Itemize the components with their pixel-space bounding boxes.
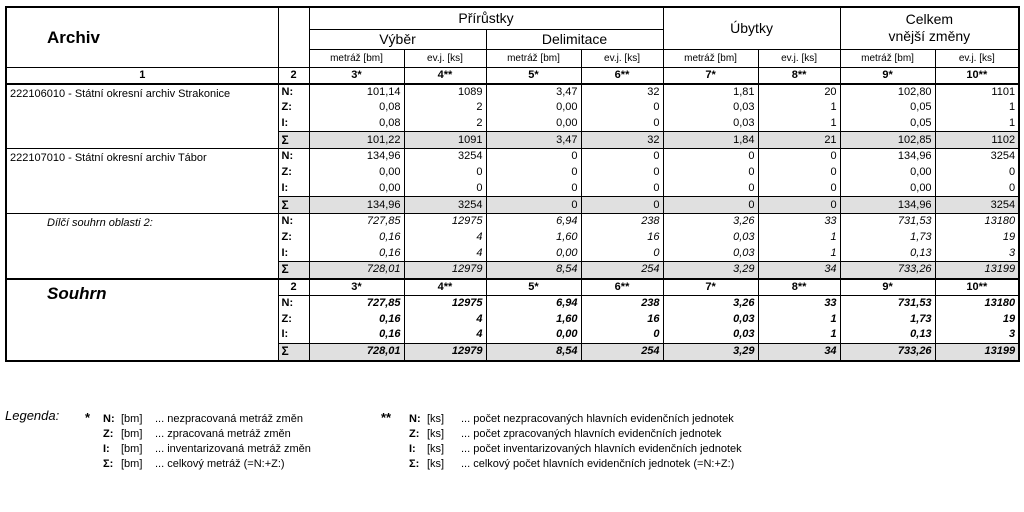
value-cell: 0,16 — [309, 230, 404, 246]
row-label-i: I: — [278, 246, 309, 262]
value-cell: 0,13 — [840, 327, 935, 343]
row-label-z: Z: — [278, 165, 309, 181]
value-cell: 2 — [404, 100, 486, 116]
value-cell: 134,96 — [840, 197, 935, 214]
value-cell: 0 — [581, 327, 663, 343]
souhrn-title: Souhrn — [6, 279, 278, 362]
legend-unit: [ks] — [427, 443, 445, 455]
row-label-n: N: — [278, 84, 309, 100]
value-cell: 0,08 — [309, 100, 404, 116]
legend-key: I: — [409, 443, 416, 455]
value-cell: 731,53 — [840, 295, 935, 311]
column-number: 1 — [6, 67, 278, 84]
column-number: 2 — [278, 67, 309, 84]
value-cell: 20 — [758, 84, 840, 100]
value-cell: 0,16 — [309, 311, 404, 327]
archiv-header: Archiv — [6, 7, 278, 67]
column-number: 3* — [309, 279, 404, 296]
value-cell: 102,85 — [840, 132, 935, 149]
legend-key: I: — [103, 443, 110, 455]
value-cell: 0 — [581, 116, 663, 132]
value-cell: 728,01 — [309, 262, 404, 279]
value-cell: 0 — [404, 165, 486, 181]
row-label-i: I: — [278, 181, 309, 197]
legend-unit: [ks] — [427, 458, 445, 470]
row-label-i: I: — [278, 327, 309, 343]
column-number: 9* — [840, 279, 935, 296]
legend-key: N: — [409, 413, 421, 425]
value-cell: 134,96 — [309, 149, 404, 165]
value-cell: 4 — [404, 327, 486, 343]
value-cell: 1101 — [935, 84, 1019, 100]
value-cell: 1091 — [404, 132, 486, 149]
value-cell: 254 — [581, 262, 663, 279]
unit-header: metráž [bm] — [663, 49, 758, 67]
value-cell: 0,00 — [486, 246, 581, 262]
value-cell: 101,14 — [309, 84, 404, 100]
value-cell: 0,03 — [663, 327, 758, 343]
value-cell: 1,60 — [486, 311, 581, 327]
value-cell: 0 — [486, 149, 581, 165]
unit-header: ev.j. [ks] — [758, 49, 840, 67]
value-cell: 0 — [663, 197, 758, 214]
value-cell: 0,08 — [309, 116, 404, 132]
ubytky-header: Úbytky — [663, 7, 840, 49]
value-cell: 0,00 — [309, 181, 404, 197]
value-cell: 12979 — [404, 343, 486, 361]
value-cell: 238 — [581, 295, 663, 311]
row-label-z: Z: — [278, 311, 309, 327]
value-cell: 0,13 — [840, 246, 935, 262]
value-cell: 32 — [581, 84, 663, 100]
row-label-s: Σ — [278, 343, 309, 361]
value-cell: 0 — [663, 165, 758, 181]
value-cell: 13180 — [935, 214, 1019, 230]
value-cell: 1,81 — [663, 84, 758, 100]
value-cell: 134,96 — [309, 197, 404, 214]
value-cell: 1089 — [404, 84, 486, 100]
value-cell: 34 — [758, 343, 840, 361]
value-cell: 0,03 — [663, 246, 758, 262]
value-cell: 731,53 — [840, 214, 935, 230]
value-cell: 0 — [758, 197, 840, 214]
value-cell: 12975 — [404, 214, 486, 230]
delimitace-header: Delimitace — [486, 29, 663, 49]
value-cell: 0 — [935, 181, 1019, 197]
value-cell: 0,16 — [309, 327, 404, 343]
value-cell: 0 — [581, 181, 663, 197]
column-number: 3* — [309, 67, 404, 84]
value-cell: 728,01 — [309, 343, 404, 361]
value-cell: 34 — [758, 262, 840, 279]
table-row — [6, 84, 1019, 100]
value-cell: 16 — [581, 230, 663, 246]
value-cell: 21 — [758, 132, 840, 149]
value-cell: 1 — [758, 100, 840, 116]
column-number: 6** — [581, 67, 663, 84]
value-cell: 1 — [758, 327, 840, 343]
value-cell: 3,29 — [663, 262, 758, 279]
row-label-n: N: — [278, 295, 309, 311]
value-cell: 3 — [935, 327, 1019, 343]
value-cell: 3,29 — [663, 343, 758, 361]
unit-header: ev.j. [ks] — [581, 49, 663, 67]
row-label-z: Z: — [278, 100, 309, 116]
value-cell: 33 — [758, 295, 840, 311]
value-cell: 0,00 — [486, 116, 581, 132]
value-cell: 1,60 — [486, 230, 581, 246]
legend-desc: ... počet inventarizovaných hlavních evidenčních jednotek — [461, 443, 742, 455]
value-cell: 0,03 — [663, 311, 758, 327]
value-cell: 13180 — [935, 295, 1019, 311]
value-cell: 1 — [935, 100, 1019, 116]
value-cell: 0,16 — [309, 246, 404, 262]
legend-unit: [bm] — [121, 458, 143, 470]
column-number: 5* — [486, 279, 581, 296]
column-number: 10** — [935, 67, 1019, 84]
value-cell: 3254 — [935, 149, 1019, 165]
value-cell: 1102 — [935, 132, 1019, 149]
value-cell: 0 — [486, 165, 581, 181]
unit-header: ev.j. [ks] — [404, 49, 486, 67]
value-cell: 0 — [758, 149, 840, 165]
value-cell: 1 — [935, 116, 1019, 132]
legend-star-double: ** — [381, 410, 392, 425]
value-cell: 19 — [935, 230, 1019, 246]
value-cell: 4 — [404, 311, 486, 327]
value-cell: 0 — [935, 165, 1019, 181]
value-cell: 733,26 — [840, 262, 935, 279]
legend — [5, 408, 1015, 478]
value-cell: 0,00 — [486, 100, 581, 116]
row-label-s: Σ — [278, 132, 309, 149]
column-number: 8** — [758, 279, 840, 296]
value-cell: 727,85 — [309, 214, 404, 230]
value-cell: 0 — [663, 181, 758, 197]
table-row — [6, 67, 1019, 84]
legend-key: N: — [103, 413, 115, 425]
value-cell: 0,03 — [663, 100, 758, 116]
column-number: 5* — [486, 67, 581, 84]
value-cell: 0,03 — [663, 230, 758, 246]
value-cell: 238 — [581, 214, 663, 230]
table-row — [6, 7, 1019, 29]
value-cell: 0 — [581, 197, 663, 214]
table-row — [6, 279, 1019, 296]
value-cell: 0 — [581, 100, 663, 116]
legend-unit: [ks] — [427, 428, 445, 440]
value-cell: 254 — [581, 343, 663, 361]
row-label-s: Σ — [278, 262, 309, 279]
column-number: 6** — [581, 279, 663, 296]
value-cell: 1 — [758, 311, 840, 327]
legend-desc: ... celkový počet hlavních evidenčních jednotek (=N:+Z:) — [461, 458, 735, 470]
value-cell: 3 — [935, 246, 1019, 262]
value-cell: 0 — [581, 246, 663, 262]
value-cell: 0,00 — [840, 181, 935, 197]
column-number: 7* — [663, 279, 758, 296]
value-cell: 0 — [486, 181, 581, 197]
celkem-header — [840, 7, 1019, 49]
value-cell: 6,94 — [486, 214, 581, 230]
archive-name: 222107010 - Státní okresní archiv Tábor — [6, 149, 278, 214]
legend-desc: ... inventarizovaná metráž změn — [155, 443, 311, 455]
value-cell: 2 — [404, 116, 486, 132]
value-cell: 0 — [758, 181, 840, 197]
column-number: 2 — [278, 279, 309, 296]
value-cell: 0,00 — [486, 327, 581, 343]
legend-unit: [ks] — [427, 413, 445, 425]
value-cell: 102,80 — [840, 84, 935, 100]
celkem-line1: Celkem — [905, 11, 954, 28]
legend-unit: [bm] — [121, 413, 143, 425]
value-cell: 33 — [758, 214, 840, 230]
value-cell: 1,73 — [840, 311, 935, 327]
legend-star-single: * — [85, 410, 91, 425]
value-cell: 3254 — [935, 197, 1019, 214]
unit-header: ev.j. [ks] — [935, 49, 1019, 67]
legend-key: Z: — [409, 428, 420, 440]
value-cell: 0,03 — [663, 116, 758, 132]
vyber-header: Výběr — [309, 29, 486, 49]
value-cell: 1,84 — [663, 132, 758, 149]
unit-header: metráž [bm] — [309, 49, 404, 67]
value-cell: 727,85 — [309, 295, 404, 311]
value-cell: 3,26 — [663, 214, 758, 230]
value-cell: 0 — [404, 181, 486, 197]
value-cell: 0 — [581, 165, 663, 181]
value-cell: 0,05 — [840, 100, 935, 116]
column-number: 4** — [404, 279, 486, 296]
legend-key: Σ: — [103, 458, 114, 470]
value-cell: 1 — [758, 246, 840, 262]
value-cell: 1,73 — [840, 230, 935, 246]
row-label-s: Σ — [278, 197, 309, 214]
legend-desc: ... počet nezpracovaných hlavních evidenčních jednotek — [461, 413, 734, 425]
value-cell: 3,47 — [486, 132, 581, 149]
value-cell: 733,26 — [840, 343, 935, 361]
row-label-n: N: — [278, 149, 309, 165]
row-label-z: Z: — [278, 230, 309, 246]
value-cell: 3,26 — [663, 295, 758, 311]
header-blank — [278, 7, 309, 67]
value-cell: 0,05 — [840, 116, 935, 132]
legend-desc: ... nezpracovaná metráž změn — [155, 413, 303, 425]
legend-unit: [bm] — [121, 443, 143, 455]
row-label-i: I: — [278, 116, 309, 132]
column-number: 8** — [758, 67, 840, 84]
value-cell: 8,54 — [486, 343, 581, 361]
value-cell: 101,22 — [309, 132, 404, 149]
value-cell: 1 — [758, 116, 840, 132]
value-cell: 12975 — [404, 295, 486, 311]
value-cell: 0 — [486, 197, 581, 214]
column-number: 10** — [935, 279, 1019, 296]
value-cell: 6,94 — [486, 295, 581, 311]
value-cell: 0,00 — [840, 165, 935, 181]
value-cell: 0 — [758, 165, 840, 181]
legend-desc: ... počet zpracovaných hlavních evidenčních jednotek — [461, 428, 722, 440]
row-label-n: N: — [278, 214, 309, 230]
value-cell: 3254 — [404, 197, 486, 214]
value-cell: 12979 — [404, 262, 486, 279]
archive-changes-table — [5, 6, 1020, 362]
value-cell: 32 — [581, 132, 663, 149]
prirustky-header: Přírůstky — [309, 7, 663, 29]
table-row — [6, 149, 1019, 165]
unit-header: metráž [bm] — [840, 49, 935, 67]
value-cell: 3254 — [404, 149, 486, 165]
value-cell: 0,00 — [309, 165, 404, 181]
legend-desc: ... celkový metráž (=N:+Z:) — [155, 458, 285, 470]
value-cell: 4 — [404, 246, 486, 262]
table-row — [6, 214, 1019, 230]
value-cell: 0 — [581, 149, 663, 165]
value-cell: 19 — [935, 311, 1019, 327]
subtotal-name: Dílčí souhrn oblasti 2: — [6, 214, 278, 279]
value-cell: 1 — [758, 230, 840, 246]
legend-key: Z: — [103, 428, 114, 440]
column-number: 9* — [840, 67, 935, 84]
value-cell: 16 — [581, 311, 663, 327]
value-cell: 134,96 — [840, 149, 935, 165]
value-cell: 3,47 — [486, 84, 581, 100]
column-number: 7* — [663, 67, 758, 84]
unit-header: metráž [bm] — [486, 49, 581, 67]
value-cell: 13199 — [935, 262, 1019, 279]
value-cell: 4 — [404, 230, 486, 246]
value-cell: 0 — [663, 149, 758, 165]
value-cell: 13199 — [935, 343, 1019, 361]
archive-name: 222106010 - Státní okresní archiv Strakonice — [6, 84, 278, 149]
legend-unit: [bm] — [121, 428, 143, 440]
legend-key: Σ: — [409, 458, 420, 470]
celkem-line2: vnější změny — [888, 28, 971, 45]
legend-desc: ... zpracovaná metráž změn — [155, 428, 291, 440]
column-number: 4** — [404, 67, 486, 84]
legend-title: Legenda: — [5, 408, 60, 423]
value-cell: 8,54 — [486, 262, 581, 279]
